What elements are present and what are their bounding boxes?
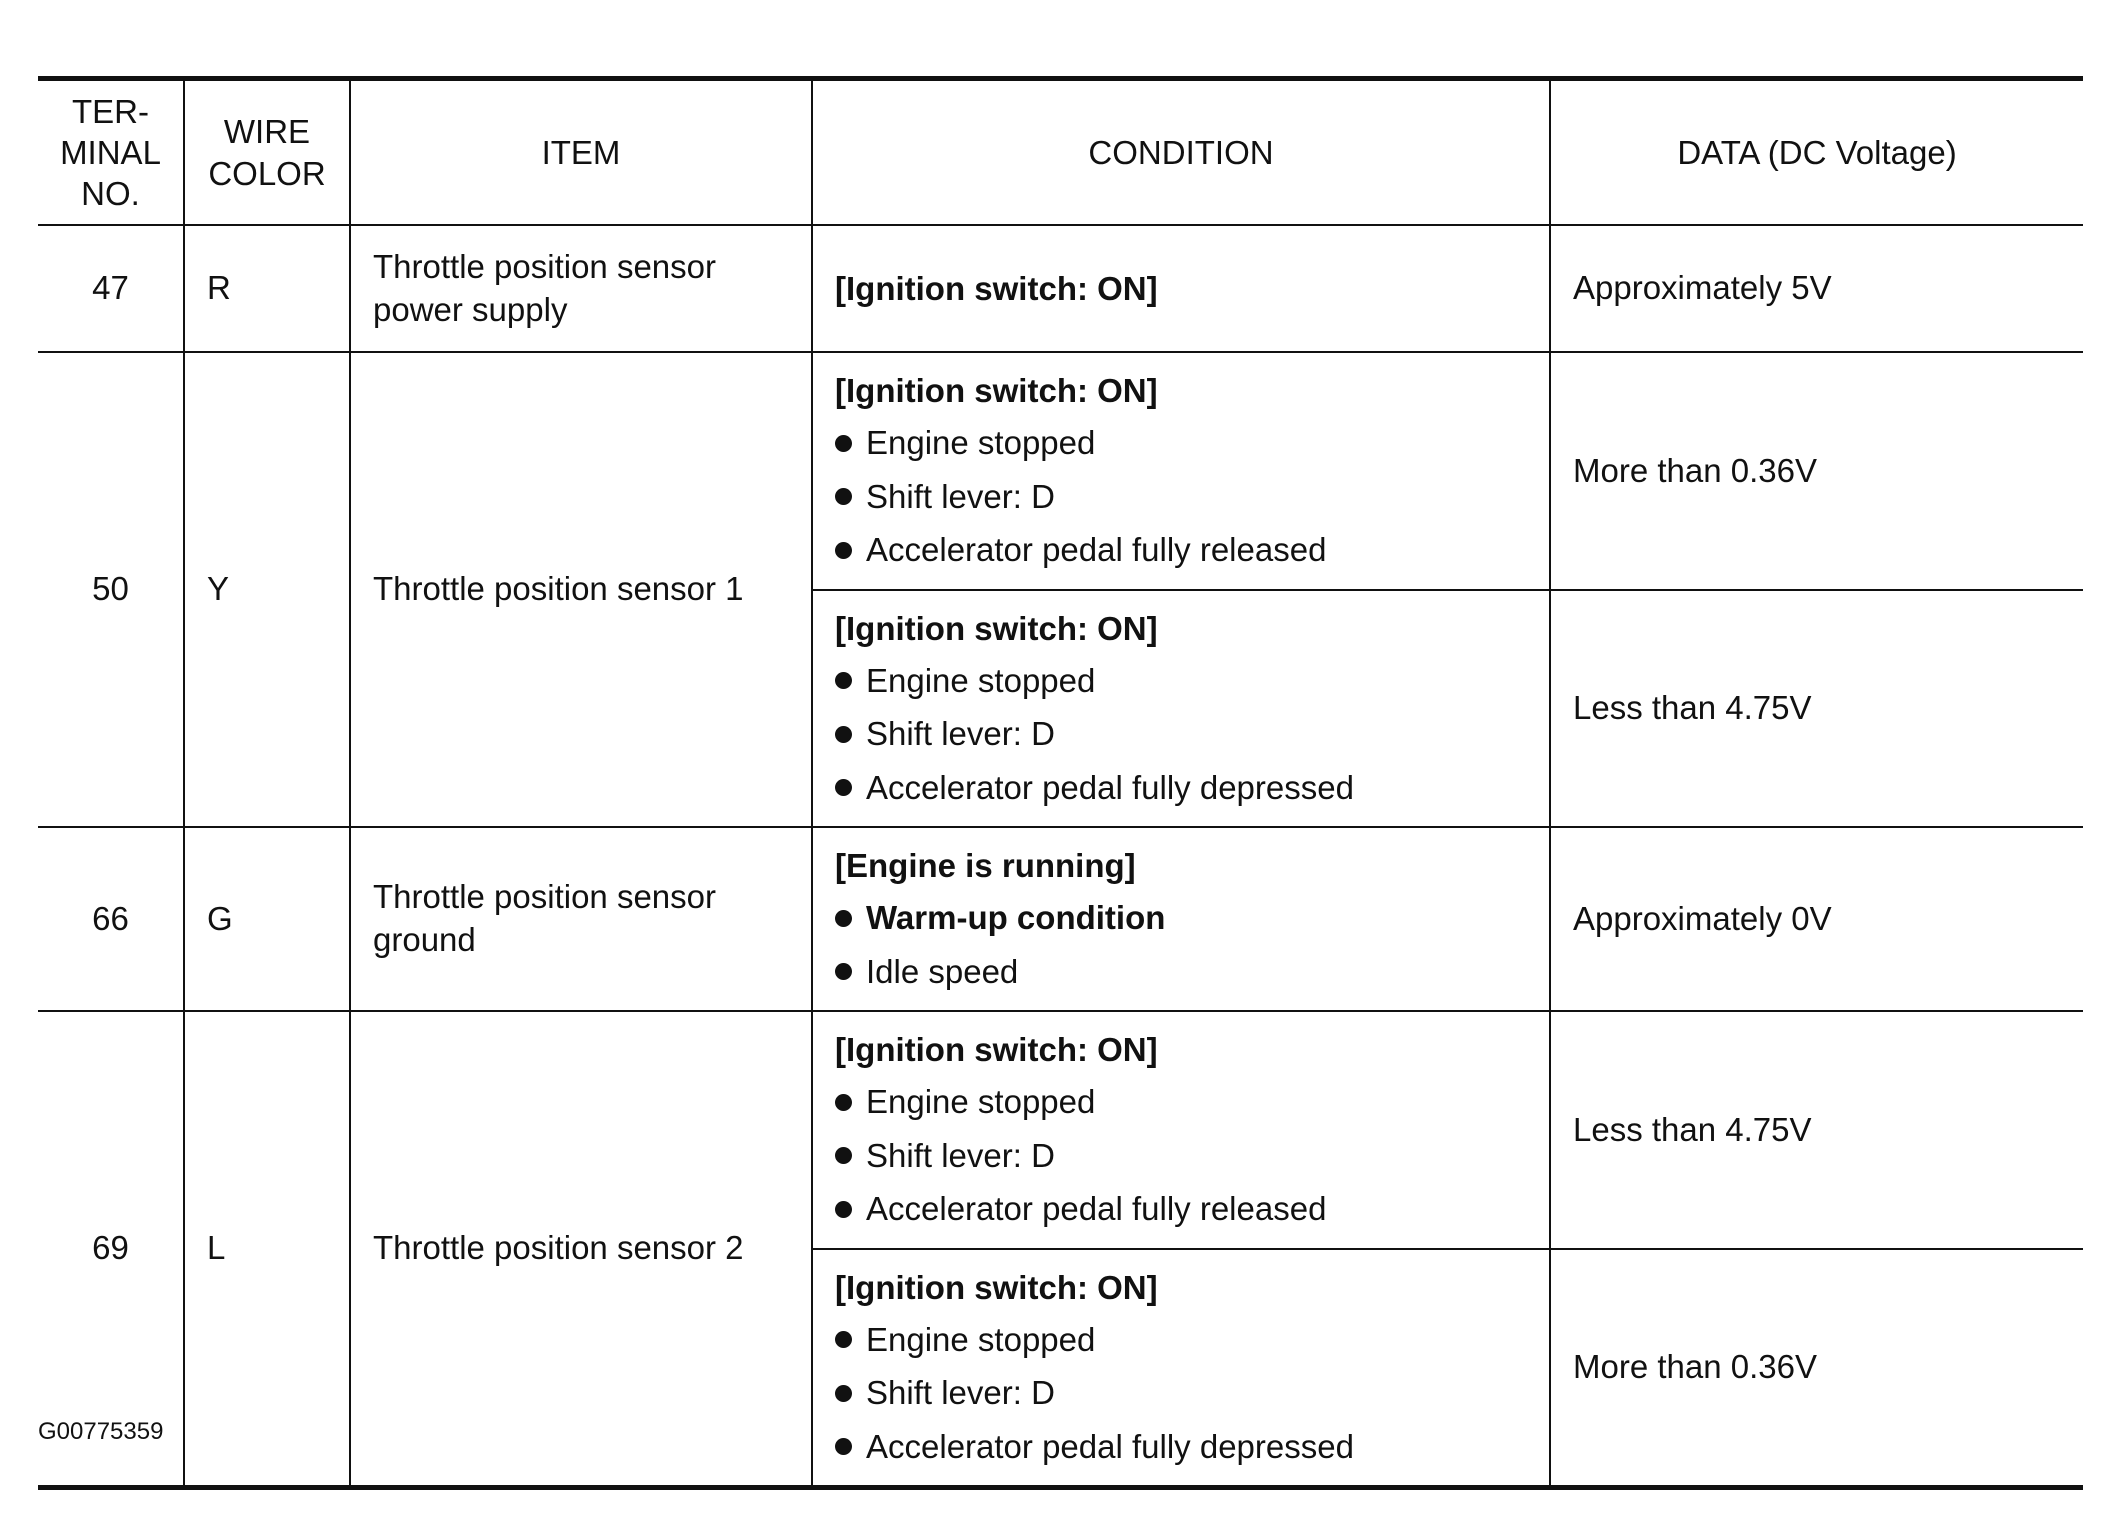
condition-heading: [Ignition switch: ON] <box>835 1031 1158 1069</box>
bullet-text: Shift lever: D <box>866 477 1055 515</box>
header-terminal-line-3: NO. <box>81 175 140 213</box>
bullet-dot-icon <box>835 542 852 559</box>
data-cell: Approximately 5V <box>1550 225 2083 352</box>
condition-cell <box>812 352 1550 590</box>
wire-color-cell: Y <box>184 352 350 827</box>
bullet-text: Shift lever: D <box>866 1374 1055 1412</box>
item-text-line-2: ground <box>373 921 476 959</box>
header-condition: CONDITION <box>812 79 1550 226</box>
bullet-dot-icon <box>835 910 852 927</box>
table-row <box>38 352 2083 590</box>
terminal-no-cell: 66 <box>38 827 184 1011</box>
condition-cell <box>812 1249 1550 1488</box>
terminal-data-table <box>38 76 2083 1490</box>
item-cell: Throttle position sensor 2 <box>350 1011 812 1488</box>
bullet-dot-icon <box>835 1385 852 1402</box>
condition-bullet <box>835 654 1535 707</box>
data-cell: Less than 4.75V <box>1550 1011 2083 1249</box>
item-text-line-2: power supply <box>373 290 568 328</box>
condition-bullet <box>835 1129 1535 1182</box>
bullet-text: Warm-up condition <box>866 899 1166 937</box>
data-cell: Approximately 0V <box>1550 827 2083 1011</box>
table-row <box>38 827 2083 1011</box>
bullet-text: Accelerator pedal fully depressed <box>866 1427 1354 1465</box>
condition-bullet <box>835 761 1535 814</box>
bullet-dot-icon <box>835 1438 852 1455</box>
condition-heading: [Engine is running] <box>835 847 1136 884</box>
data-cell: Less than 4.75V <box>1550 590 2083 828</box>
condition-heading: [Ignition switch: ON] <box>835 609 1158 647</box>
header-terminal-no <box>38 79 184 226</box>
bullet-text: Accelerator pedal fully released <box>866 1190 1327 1228</box>
wire-color-cell: G <box>184 827 350 1011</box>
bullet-text: Engine stopped <box>866 1083 1096 1121</box>
item-text-line-1: Throttle position sensor <box>373 878 717 916</box>
condition-bullet <box>835 1182 1535 1235</box>
condition-bullet <box>835 891 1535 944</box>
header-item: ITEM <box>350 79 812 226</box>
item-cell: Throttle position sensor 1 <box>350 352 812 827</box>
bullet-dot-icon <box>835 1201 852 1218</box>
terminal-no-cell: 69 <box>38 1011 184 1488</box>
bullet-text: Engine stopped <box>866 424 1096 462</box>
header-wire-line-1: WIRE <box>223 113 311 151</box>
bullet-dot-icon <box>835 1331 852 1348</box>
condition-bullet <box>835 1366 1535 1419</box>
condition-bullet <box>835 416 1535 469</box>
bullet-dot-icon <box>835 963 852 980</box>
table-row <box>38 225 2083 352</box>
data-cell: More than 0.36V <box>1550 352 2083 590</box>
data-cell: More than 0.36V <box>1550 1249 2083 1488</box>
condition-cell <box>812 590 1550 828</box>
bullet-text: Idle speed <box>866 952 1019 990</box>
header-wire-line-2: COLOR <box>208 154 326 192</box>
condition-bullet <box>835 707 1535 760</box>
condition-cell <box>812 827 1550 1011</box>
wire-color-cell: R <box>184 225 350 352</box>
bullet-text: Engine stopped <box>866 661 1096 699</box>
condition-heading: [Ignition switch: ON] <box>835 372 1158 409</box>
bullet-text: Accelerator pedal fully depressed <box>866 768 1354 806</box>
header-terminal-line-1: TER- <box>72 92 149 130</box>
bullet-dot-icon <box>835 726 852 743</box>
item-text-line-1: Throttle position sensor <box>373 247 717 285</box>
condition-heading: [Ignition switch: ON] <box>835 269 1158 307</box>
item-cell <box>350 225 812 352</box>
terminal-no-cell: 50 <box>38 352 184 827</box>
table-row <box>38 1011 2083 1249</box>
bullet-dot-icon <box>835 435 852 452</box>
condition-cell <box>812 225 1550 352</box>
terminal-no-cell: 47 <box>38 225 184 352</box>
condition-bullet <box>835 945 1535 998</box>
bullet-dot-icon <box>835 488 852 505</box>
header-wire-color <box>184 79 350 226</box>
condition-heading: [Ignition switch: ON] <box>835 1268 1158 1306</box>
condition-bullet <box>835 470 1535 523</box>
bullet-dot-icon <box>835 1147 852 1164</box>
header-terminal-line-2: MINAL <box>60 133 161 171</box>
condition-bullet <box>835 1420 1535 1473</box>
bullet-text: Accelerator pedal fully released <box>866 531 1327 569</box>
condition-cell <box>812 1011 1550 1249</box>
bullet-text: Shift lever: D <box>866 1136 1055 1174</box>
bullet-dot-icon <box>835 779 852 796</box>
item-cell <box>350 827 812 1011</box>
figure-id-label: G00775359 <box>38 1418 164 1445</box>
header-row <box>38 79 2083 226</box>
bullet-dot-icon <box>835 1094 852 1111</box>
header-data: DATA (DC Voltage) <box>1550 79 2083 226</box>
wire-color-cell: L <box>184 1011 350 1488</box>
condition-bullet <box>835 1313 1535 1366</box>
bullet-text: Engine stopped <box>866 1320 1096 1358</box>
condition-bullet <box>835 523 1535 576</box>
bullet-dot-icon <box>835 672 852 689</box>
terminal-data-table-container <box>38 76 2083 1490</box>
condition-bullet <box>835 1075 1535 1128</box>
bullet-text: Shift lever: D <box>866 715 1055 753</box>
